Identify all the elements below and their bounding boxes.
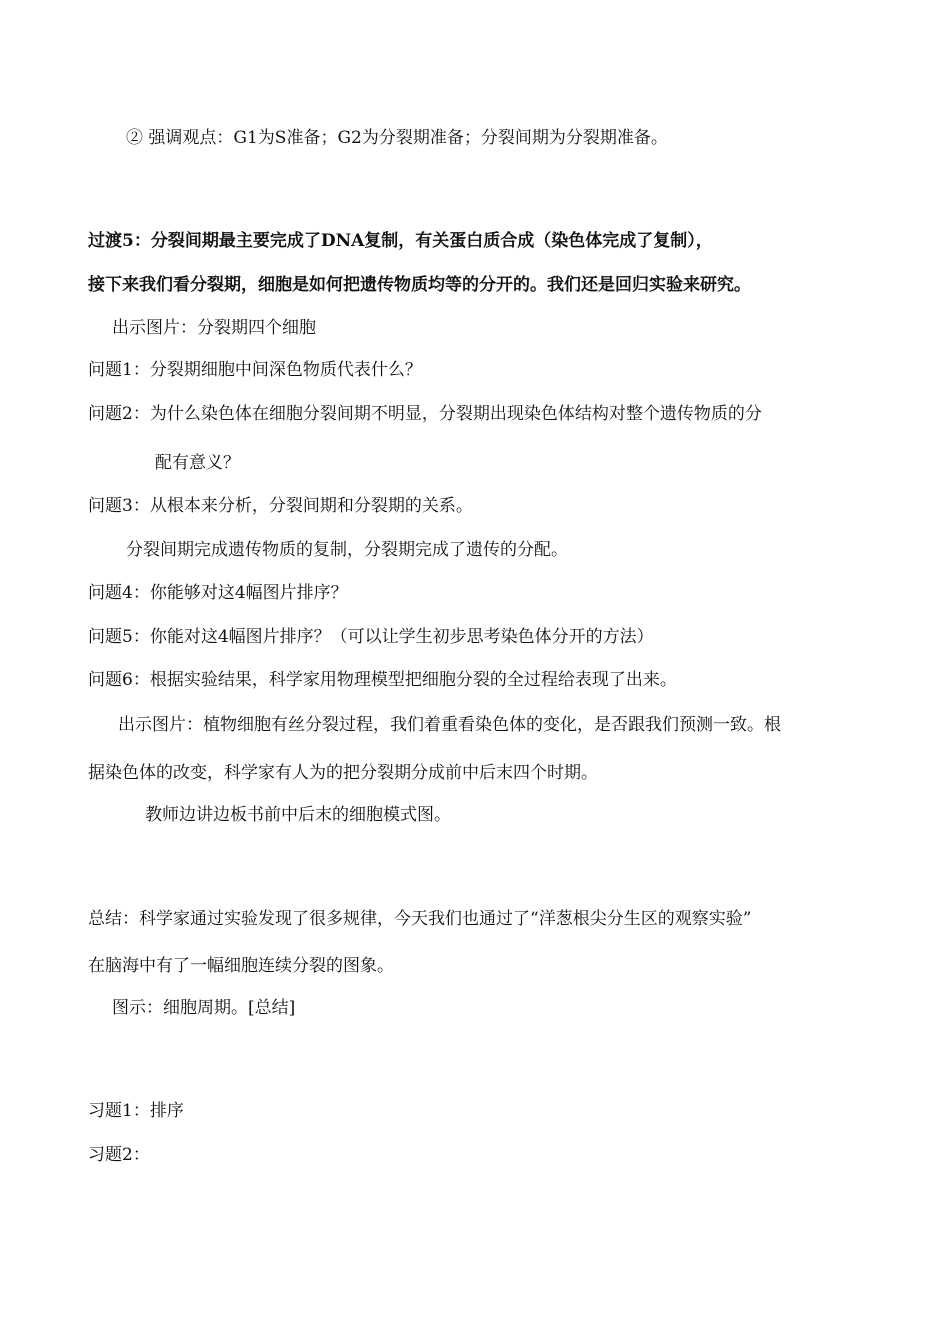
emphasis-point: ② 强调观点：G1为S准备；G2为分裂期准备；分裂间期为分裂期准备。 <box>126 128 668 148</box>
summary-line-2: 在脑海中有了一幅细胞连续分裂的图象。 <box>88 956 394 976</box>
summary-line-1: 总结：科学家通过实验发现了很多规律，今天我们也通过了“洋葱根尖分生区的观察实验” <box>88 909 752 929</box>
question-4: 问题4：你能够对这4幅图片排序？ <box>88 583 348 603</box>
transition-5-line-2: 接下来我们看分裂期，细胞是如何把遗传物质均等的分开的。我们还是回归实验来研究。 <box>88 275 751 295</box>
show-image-2-line-1: 出示图片：植物细胞有丝分裂过程，我们着重看染色体的变化，是否跟我们预测一致。根 <box>118 715 781 735</box>
answer-3: 分裂间期完成遗传物质的复制，分裂期完成了遗传的分配。 <box>126 540 568 560</box>
question-6: 问题6：根据实验结果，科学家用物理模型把细胞分裂的全过程给表现了出来。 <box>88 670 677 690</box>
exercise-1: 习题1：排序 <box>88 1101 184 1121</box>
diagram-note: 图示：细胞周期。[总结] <box>112 998 296 1018</box>
question-2-line-1: 问题2：为什么染色体在细胞分裂间期不明显，分裂期出现染色体结构对整个遗传物质的分 <box>88 404 762 424</box>
exercise-2: 习题2： <box>88 1145 150 1165</box>
question-3: 问题3：从根本来分析，分裂间期和分裂期的关系。 <box>88 496 473 516</box>
teacher-note: 教师边讲边板书前中后末的细胞模式图。 <box>145 805 451 825</box>
transition-5-line-1: 过渡5：分裂间期最主要完成了DNA复制，有关蛋白质合成（染色体完成了复制）， <box>88 231 713 251</box>
question-5: 问题5：你能对这4幅图片排序？（可以让学生初步思考染色体分开的方法） <box>88 627 654 647</box>
question-2-line-2: 配有意义？ <box>155 453 240 473</box>
show-image-1: 出示图片：分裂期四个细胞 <box>112 318 316 338</box>
show-image-2-line-2: 据染色体的改变，科学家有人为的把分裂期分成前中后末四个时期。 <box>88 763 598 783</box>
question-1: 问题1：分裂期细胞中间深色物质代表什么？ <box>88 360 422 380</box>
